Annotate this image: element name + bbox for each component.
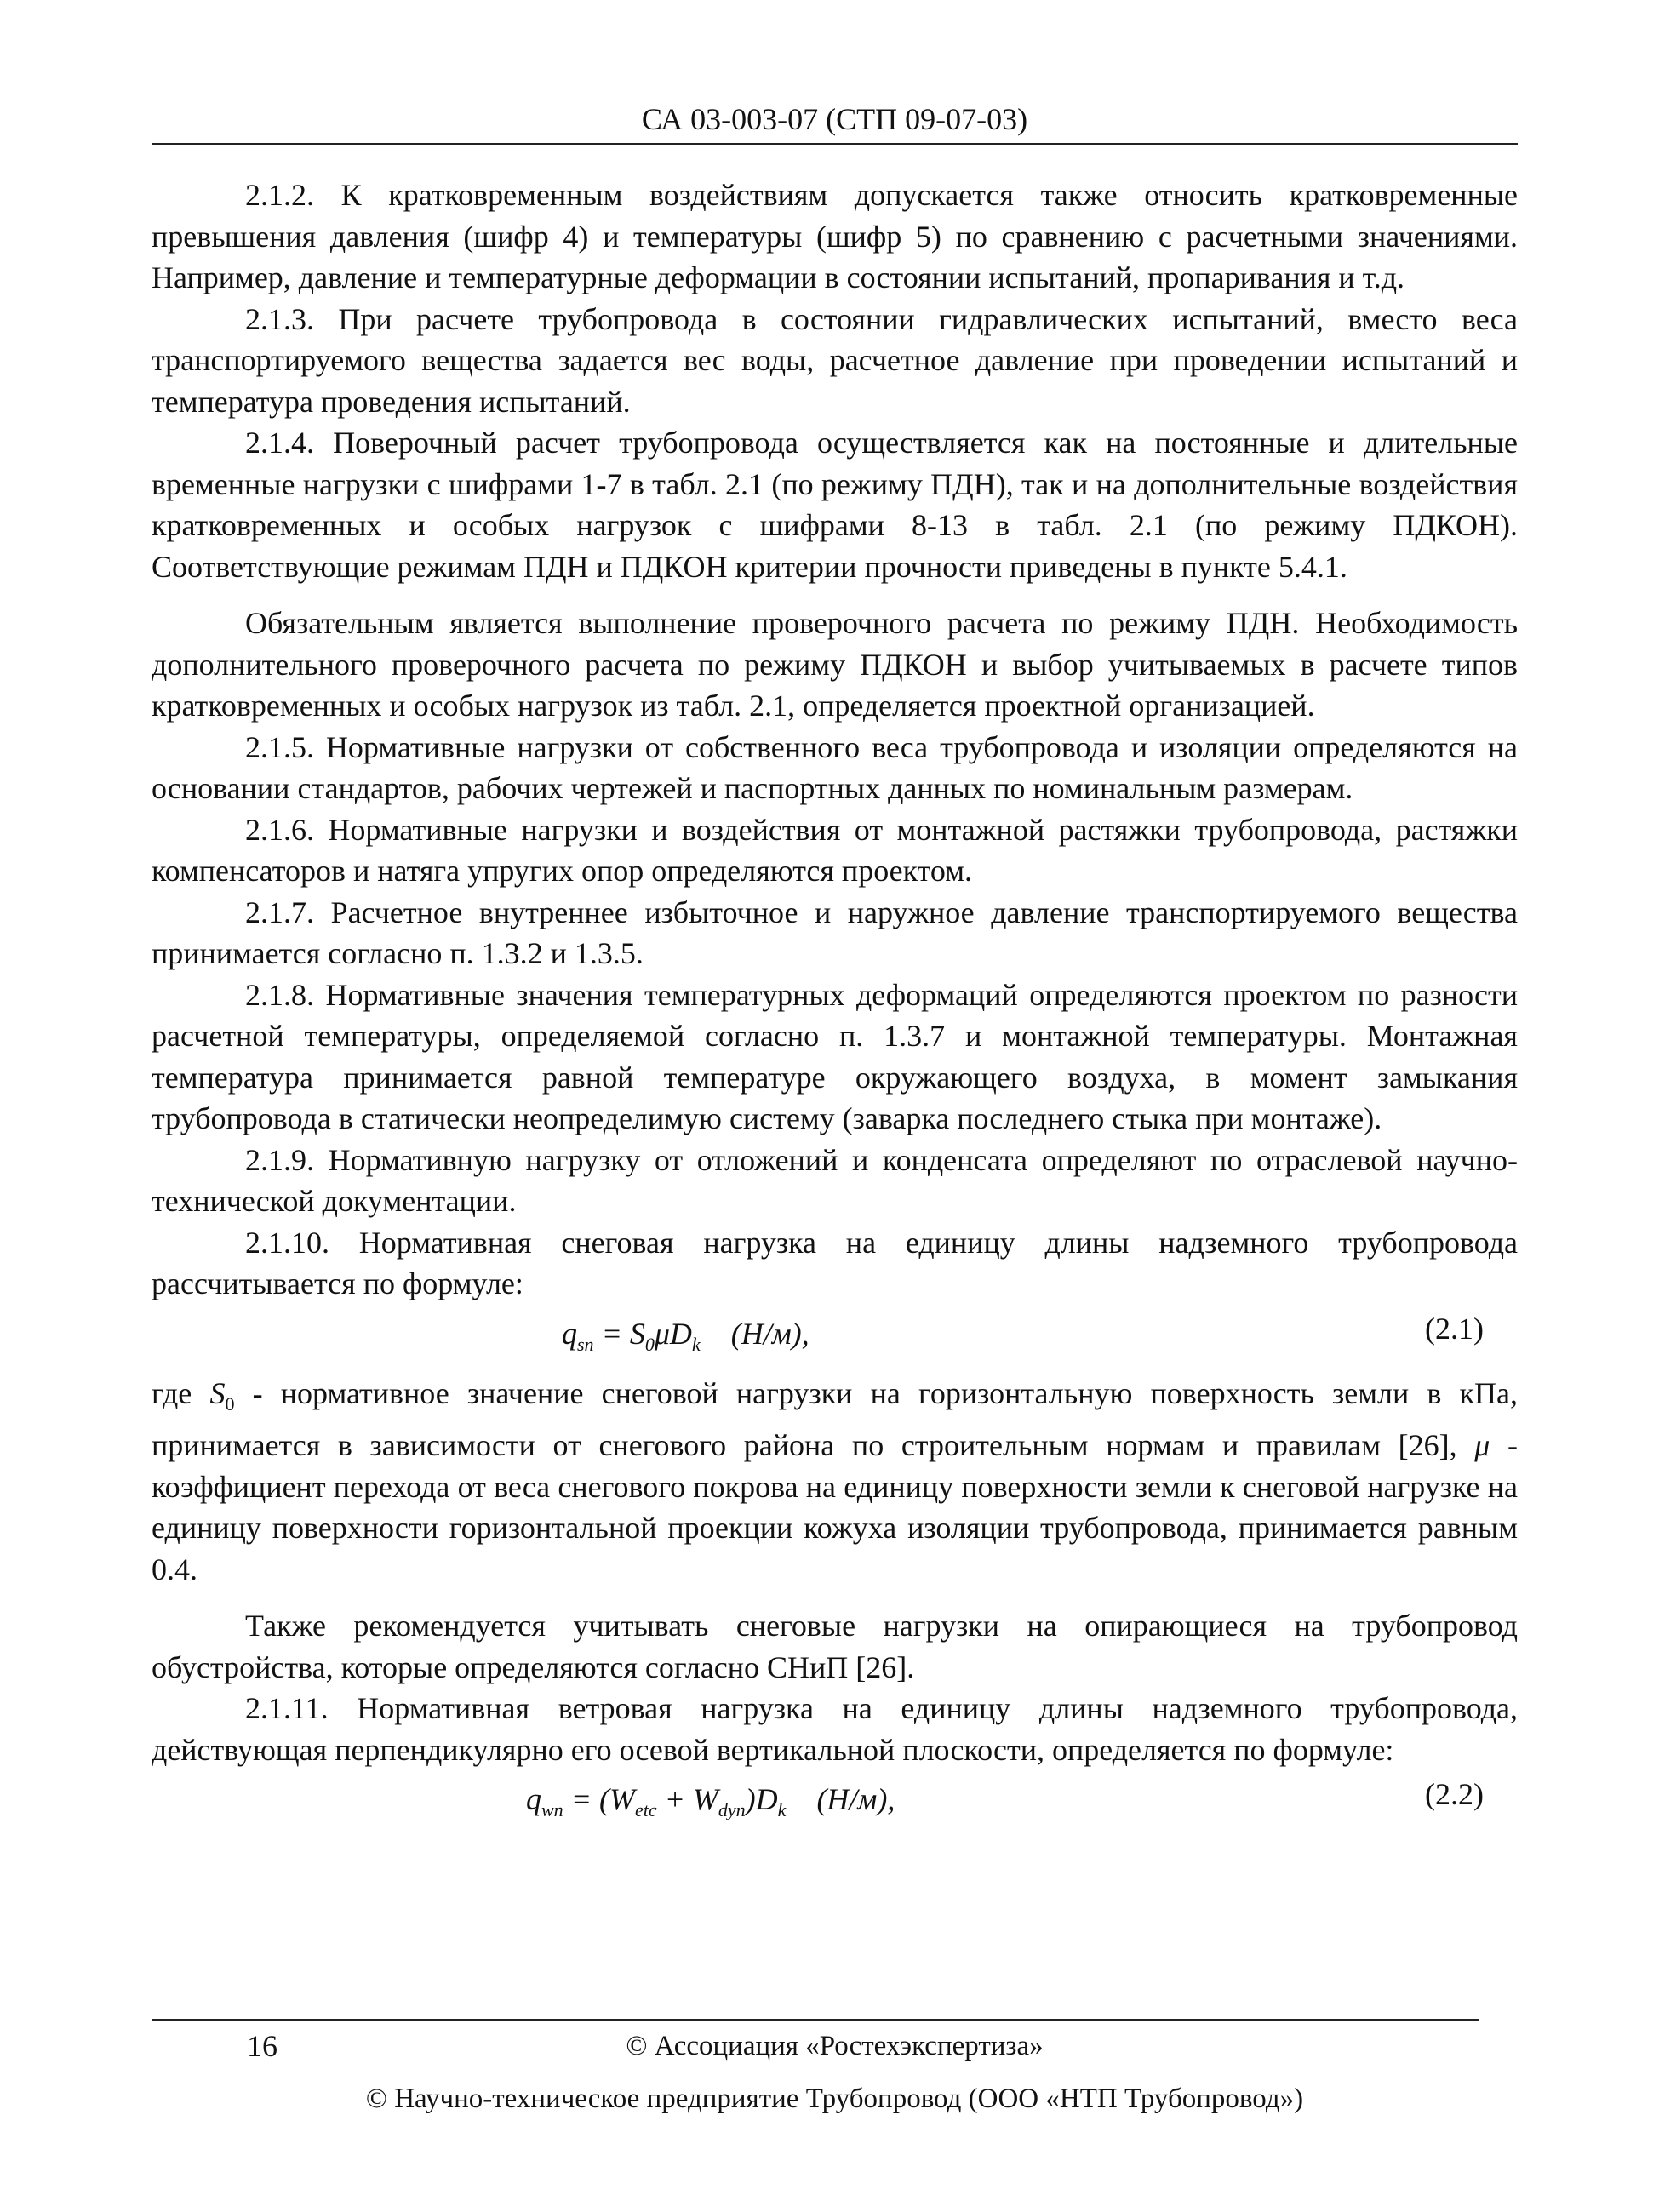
paragraph-2-1-3: 2.1.3. При расчете трубопровода в состоянии гидравлических испытаний, вместо веса транспортируемого вещества задается вес воды, расчетное давление при проведении испытаний и температура проведения испытаний. [152,301,1518,419]
formula-2-2-expression: $q_{wn} = (W_{etc} + W_{dyn})D_k$ (Н/м), [526,1782,895,1821]
copyright-enterprise: © Научно-техническое предприятие Трубопровод (ООО «НТП Трубопровод») [365,2083,1304,2114]
paragraph-2-1-2: 2.1.2. К кратковременным воздействиям допускается также относить кратковременные превышения давления (шифр 4) и температуры (шифр 5) по сравнению с расчетными значениями. Например, давление и температурные деформации в состоянии испытаний, пропаривания и т.д. [152,178,1518,294]
paragraph-snow-also: Также рекомендуется учитывать снеговые нагрузки на опирающиеся на трубопровод обустройства, которые определяются согласно СНиП [26]. [152,1609,1518,1684]
paragraph-2-1-5: 2.1.5. Нормативные нагрузки от собственного веса трубопровода и изоляции определяются на основании стандартов, рабочих чертежей и паспортных данных по номинальным размерам. [152,729,1518,805]
paragraph-2-1-8: 2.1.8. Нормативные значения температурных деформаций определяются проектом по разности расчетной температуры, определяемой согласно п. 1.3.7 и монтажной температуры. Монтажная температура принимается равной температуре окружающего воздуха, в момент замыкания трубопровода в статически неопределимую систему (заварка последнего стыка при монтаже). [152,977,1518,1135]
paragraph-2-1-11: 2.1.11. Нормативная ветровая нагрузка на единицу длины надземного трубопровода, действующая перпендикулярно его осевой вертикальной плоскости, определяется по формуле: [152,1691,1518,1767]
page-body [152,174,1518,1838]
formula-2-2 [152,1772,1518,1828]
paragraph-2-1-4-continued: Обязательным является выполнение проверочного расчета по режиму ПДН. Необходимость дополнительного проверочного расчета по режиму ПДКОН и выбор учитываемых в расчете типов кратковременных и особых нагрузок из табл. 2.1, определяется проектной организацией. [152,606,1518,723]
formula-2-2-number: (2.2) [1425,1777,1484,1812]
paragraph-where-definitions: где $S_0$ - нормативное значение снеговой нагрузки на горизонтальную поверхность земли в кПа, принимается в зависимости от снегового района по строительным нормам и правилам [26], μ - коэффициент перехода от веса снегового покрова на единицу поверхности земли к снеговой нагрузке на единицу поверхности горизонтальной проекции кожуха изоляции трубопровода, принимается равным 0.4. [152,1375,1519,1586]
paragraph-2-1-6: 2.1.6. Нормативные нагрузки и воздействия от монтажной растяжки трубопровода, растяжки компенсаторов и натяга упругих опор определяются проектом. [152,812,1518,888]
header-divider [152,143,1518,145]
page-number: 16 [247,2029,277,2063]
paragraph-2-1-10: 2.1.10. Нормативная снеговая нагрузка на единицу длины надземного трубопровода рассчитывается по формуле: [152,1225,1518,1300]
formula-2-1-expression: $q_{sn} = S_0\mu D_k$ (Н/м), [562,1316,809,1355]
footer-divider [152,2019,1479,2021]
formula-2-1-number: (2.1) [1425,1311,1484,1346]
copyright-association: © Ассоциация «Ростехэкспертиза» [626,2031,1044,2061]
document-code-header: СА 03-003-07 (СТП 09-07-03) [641,102,1028,136]
paragraph-2-1-9: 2.1.9. Нормативную нагрузку от отложений и конденсата определяют по отраслевой научно-технической документации. [152,1142,1518,1218]
formula-2-1 [152,1306,1518,1363]
paragraph-2-1-4: 2.1.4. Поверочный расчет трубопровода осуществляется как на постоянные и длительные временные нагрузки с шифрами 1-7 в табл. 2.1 (по режиму ПДН), так и на дополнительные воздействия кратковременных и особых нагрузок с шифрами 8-13 в табл. 2.1 (по режиму ПДКОН). Соответствующие режимам ПДН и ПДКОН критерии прочности приведены в пункте 5.4.1. [152,426,1518,584]
paragraph-2-1-7: 2.1.7. Расчетное внутреннее избыточное и наружное давление транспортируемого вещества принимается согласно п. 1.3.2 и 1.3.5. [152,895,1518,970]
